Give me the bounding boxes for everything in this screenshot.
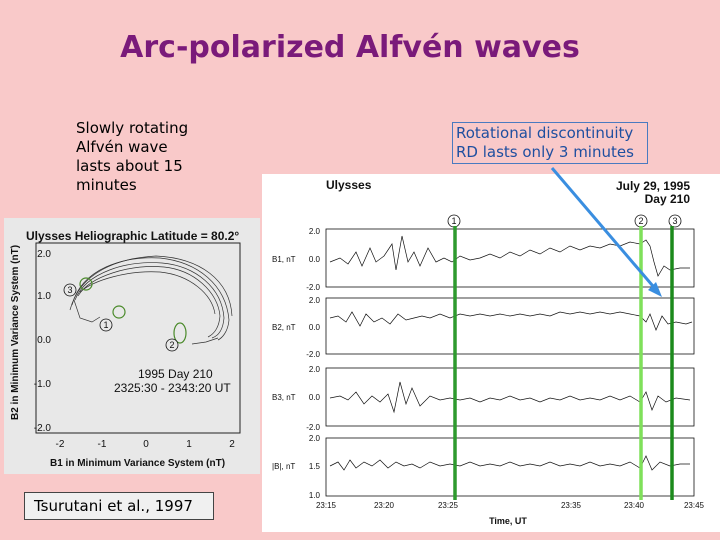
timeseries-x-tick: 23:35 <box>560 501 582 510</box>
timeseries-spacecraft: Ulysses <box>326 178 372 192</box>
hodogram-day: 1995 Day 210 <box>138 367 213 381</box>
panel-label-b3: B3, nT <box>272 393 296 402</box>
callout-line: RD lasts only 3 minutes <box>456 143 634 161</box>
timeseries-marker-2: 2 <box>638 216 644 226</box>
note-line: lasts about 15 <box>76 157 183 175</box>
panel-tick: -2.0 <box>306 350 320 359</box>
hodogram-x-tick: 0 <box>143 439 149 450</box>
hodogram-y-tick: -1.0 <box>33 379 51 390</box>
hodogram-marker-2: 2 <box>169 340 175 350</box>
hodogram-x-tick: -1 <box>97 439 107 450</box>
hodogram-y-tick: 1.0 <box>37 291 51 302</box>
hodogram-x-tick: 1 <box>186 439 192 450</box>
hodogram-x-label: B1 in Minimum Variance System (nT) <box>50 458 226 469</box>
hodogram-x-tick: -2 <box>55 439 65 450</box>
panel-label-b1: B1, nT <box>272 255 296 264</box>
citation-box: Tsurutani et al., 1997 <box>24 492 214 520</box>
hodogram-figure <box>4 218 260 474</box>
timeseries-x-tick: 23:15 <box>315 501 337 510</box>
timeseries-marker-3: 3 <box>672 216 678 226</box>
panel-tick: 2.0 <box>308 227 320 236</box>
panel-tick: 2.0 <box>308 365 320 374</box>
hodogram-x-tick: 2 <box>229 439 235 450</box>
panel-tick: 0.0 <box>308 255 320 264</box>
panel-label-bmag: |B|, nT <box>272 462 296 471</box>
timeseries-x-tick: 23:25 <box>437 501 459 510</box>
timeseries-background <box>262 174 720 532</box>
timeseries-marker-1: 1 <box>451 216 457 226</box>
panel-tick: -2.0 <box>306 283 320 292</box>
timeseries-day: Day 210 <box>644 192 690 206</box>
hodogram-y-label: B2 in Minimum Variance System (nT) <box>10 244 21 420</box>
hodogram-marker-1: 1 <box>103 320 109 330</box>
note-line: Alfvén wave <box>76 138 168 156</box>
hodogram-title: Ulysses Heliographic Latitude = 80.2° <box>26 229 240 243</box>
panel-tick: 2.0 <box>308 434 320 443</box>
panel-label-b2: B2, nT <box>272 323 296 332</box>
timeseries-date: July 29, 1995 <box>615 179 690 193</box>
hodogram-y-tick: -2.0 <box>33 423 51 434</box>
hodogram-time: 2325:30 - 2343:20 UT <box>114 381 231 395</box>
panel-tick: 1.0 <box>308 491 320 500</box>
hodogram-y-tick: 0.0 <box>37 335 51 346</box>
panel-tick: 1.5 <box>308 462 320 471</box>
timeseries-x-tick: 23:40 <box>623 501 645 510</box>
hodogram-marker-3: 3 <box>67 285 73 295</box>
hodogram-y-tick: 2.0 <box>37 249 51 260</box>
panel-tick: -2.0 <box>306 423 320 432</box>
panel-tick: 2.0 <box>308 296 320 305</box>
timeseries-figure <box>262 168 720 532</box>
callout-line: Rotational discontinuity <box>456 124 634 142</box>
timeseries-x-label: Time, UT <box>489 516 527 526</box>
note-line: minutes <box>76 176 137 194</box>
timeseries-x-tick: 23:45 <box>683 501 705 510</box>
timeseries-x-tick: 23:20 <box>373 501 395 510</box>
slide-title: Arc-polarized Alfvén waves <box>120 30 580 65</box>
panel-tick: 0.0 <box>308 393 320 402</box>
note-line: Slowly rotating <box>76 119 189 137</box>
panel-tick: 0.0 <box>308 323 320 332</box>
